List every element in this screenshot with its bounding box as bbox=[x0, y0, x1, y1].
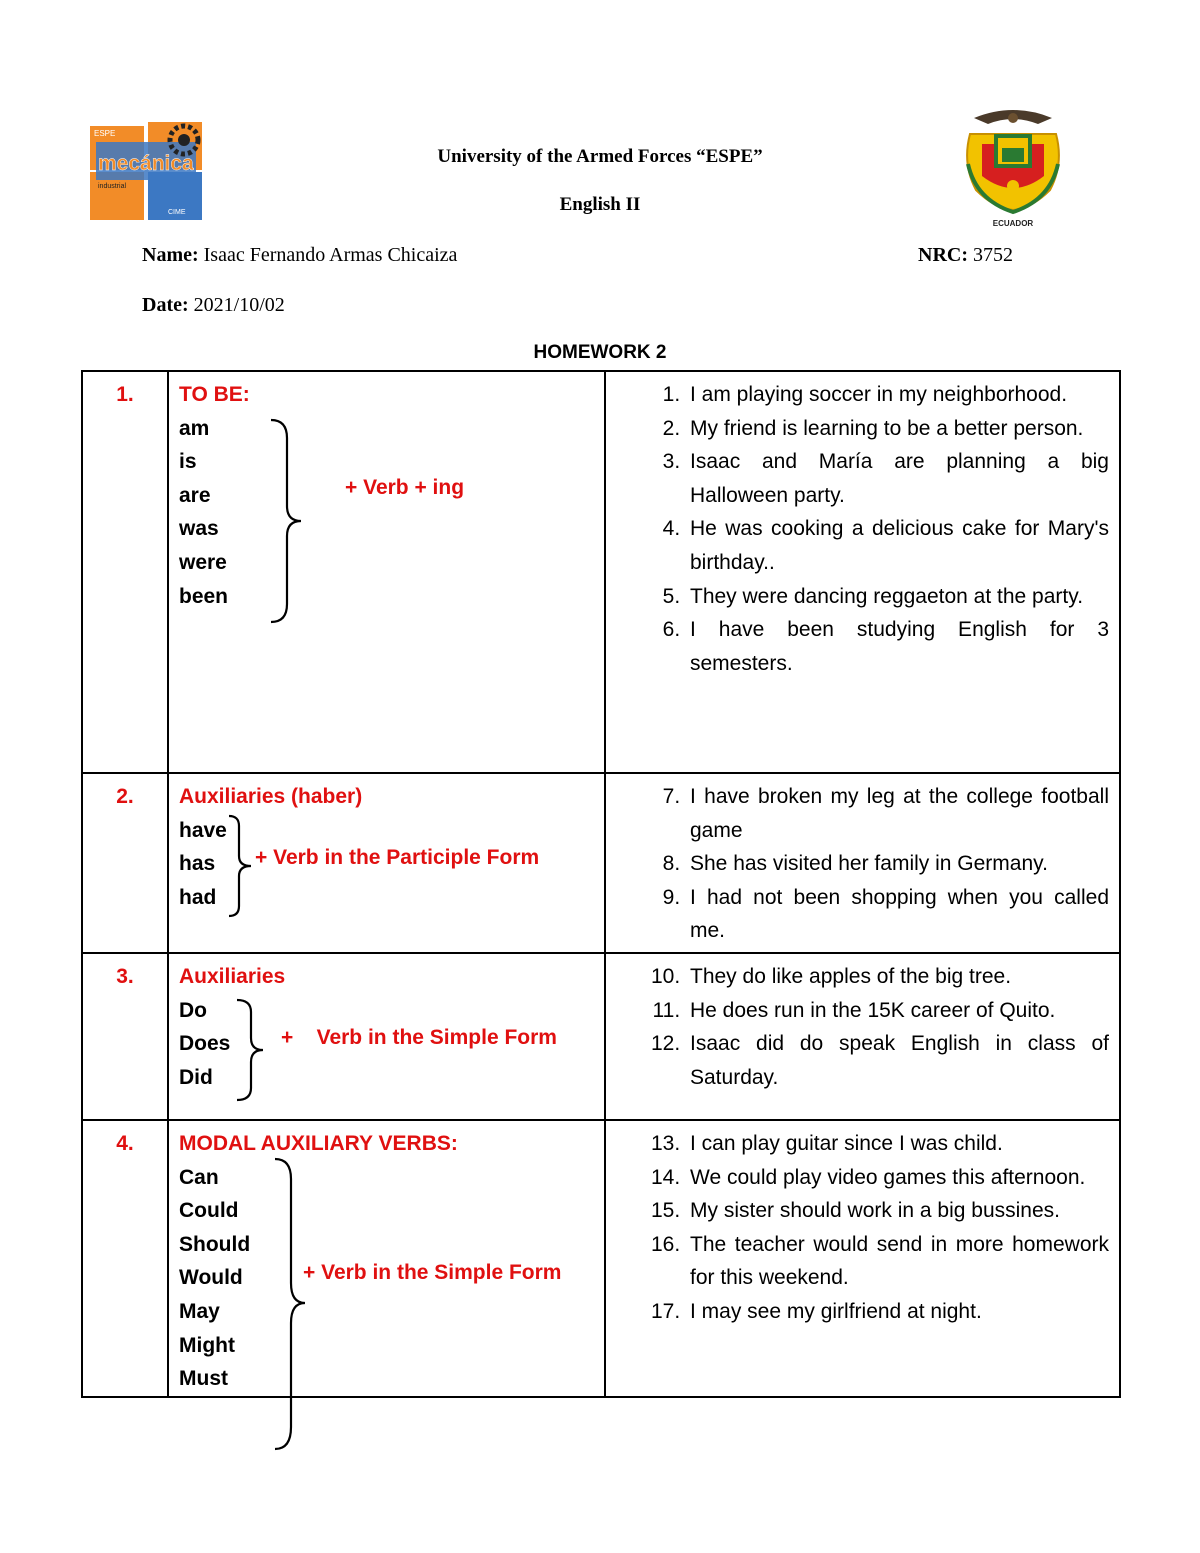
rule-word: Does bbox=[179, 1032, 231, 1056]
rule-word: was bbox=[179, 517, 219, 541]
nrc-value: 3752 bbox=[973, 244, 1013, 266]
example-sentence: 1. I am playing soccer in my neighborhood. bbox=[686, 378, 1109, 412]
homework-title: HOMEWORK 2 bbox=[533, 342, 667, 363]
example-sentence: 13. I can play guitar since I was child. bbox=[686, 1127, 1109, 1161]
name-value: Isaac Fernando Armas Chicaiza bbox=[203, 244, 458, 266]
logo-text-sub: industrial bbox=[98, 183, 127, 190]
rule-cell bbox=[168, 953, 605, 1120]
rule-formula: + Verb + ing bbox=[345, 476, 465, 499]
table-row bbox=[82, 953, 1120, 1120]
example-sentence: 9. I had not been shopping when you called me. bbox=[686, 881, 1109, 948]
example-sentence: 15. My sister should work in a big bussines. bbox=[686, 1194, 1109, 1228]
examples-cell bbox=[605, 773, 1120, 953]
curly-brace bbox=[271, 1157, 311, 1451]
section-number: 3. bbox=[82, 953, 168, 1120]
example-sentence: 17. I may see my girlfriend at night. bbox=[686, 1295, 1109, 1329]
curly-brace bbox=[227, 814, 257, 918]
rule-word: have bbox=[179, 818, 227, 842]
rule-word: Might bbox=[179, 1333, 235, 1357]
homework-table bbox=[81, 370, 1121, 1398]
nrc-field bbox=[918, 244, 1013, 267]
example-sentence: 6. I have been studying English for 3 semesters. bbox=[686, 613, 1109, 680]
examples-cell bbox=[605, 371, 1120, 773]
rule-word: has bbox=[179, 852, 216, 876]
example-sentence: 5. They were dancing reggaeton at the party. bbox=[686, 580, 1109, 614]
example-sentence: 16. The teacher would send in more homework for this weekend. bbox=[686, 1228, 1109, 1295]
rule-word: Could bbox=[179, 1199, 239, 1223]
rule-word: Should bbox=[179, 1232, 251, 1256]
rule-word: Can bbox=[179, 1165, 219, 1189]
rule-word: had bbox=[179, 885, 217, 909]
examples-cell bbox=[605, 1120, 1120, 1397]
date-value: 2021/10/02 bbox=[193, 294, 285, 316]
rule-word: May bbox=[179, 1299, 220, 1323]
rule-cell bbox=[168, 773, 605, 953]
crest-text: ECUADOR bbox=[992, 219, 1034, 228]
logo-text-corner: CIME bbox=[168, 209, 186, 216]
example-sentence: 2. My friend is learning to be a better person. bbox=[686, 412, 1109, 446]
rule-title: Auxiliaries bbox=[179, 964, 286, 988]
course-title: English II bbox=[559, 194, 641, 215]
university-title: University of the Armed Forces “ESPE” bbox=[437, 146, 763, 167]
curly-brace bbox=[235, 998, 267, 1102]
date-label: Date: bbox=[142, 294, 189, 316]
rule-word: been bbox=[179, 584, 229, 608]
date-field bbox=[142, 294, 285, 317]
section-number: 1. bbox=[82, 371, 168, 773]
section-number: 2. bbox=[82, 773, 168, 953]
student-name-field bbox=[142, 244, 457, 267]
example-sentence: 3. Isaac and María are planning a big Halloween party. bbox=[686, 445, 1109, 512]
rule-word: were bbox=[179, 550, 227, 574]
rule-word: are bbox=[179, 483, 211, 507]
rule-word: Did bbox=[179, 1065, 213, 1089]
espe-crest-logo bbox=[954, 104, 1072, 228]
rule-word: am bbox=[179, 416, 210, 440]
rule-title: MODAL AUXILIARY VERBS: bbox=[179, 1131, 458, 1155]
rule-word: Would bbox=[179, 1266, 243, 1290]
table-row bbox=[82, 371, 1120, 773]
rule-formula: + Verb in the Participle Form bbox=[255, 846, 540, 869]
logo-text-main: mecánica bbox=[98, 152, 194, 175]
rule-word: Must bbox=[179, 1367, 228, 1391]
rule-title: Auxiliaries (haber) bbox=[179, 785, 363, 808]
example-sentence: 12. Isaac did do speak English in class of Saturday. bbox=[686, 1027, 1109, 1094]
rule-title: TO BE: bbox=[179, 383, 250, 406]
rule-word: is bbox=[179, 450, 197, 474]
example-sentence: 7. I have broken my leg at the college football game bbox=[686, 780, 1109, 847]
example-sentence: 8. She has visited her family in Germany. bbox=[686, 847, 1109, 881]
mechanics-department-logo bbox=[88, 120, 206, 222]
examples-cell bbox=[605, 953, 1120, 1120]
rule-cell bbox=[168, 371, 605, 773]
rule-word: Do bbox=[179, 998, 207, 1022]
rule-cell bbox=[168, 1120, 605, 1397]
example-sentence: 4. He was cooking a delicious cake for Mary's birthday.. bbox=[686, 512, 1109, 579]
table-row bbox=[82, 1120, 1120, 1397]
rule-formula: + Verb in the Simple Form bbox=[303, 1260, 562, 1284]
section-number: 4. bbox=[82, 1120, 168, 1397]
example-sentence: 10. They do like apples of the big tree. bbox=[686, 960, 1109, 994]
curly-brace bbox=[267, 418, 307, 624]
nrc-label: NRC: bbox=[918, 244, 968, 266]
example-sentence: 11. He does run in the 15K career of Quito. bbox=[686, 994, 1109, 1028]
name-label: Name: bbox=[142, 244, 199, 266]
rule-formula: + Verb in the Simple Form bbox=[281, 1025, 557, 1049]
logo-text-top: ESPE bbox=[94, 129, 116, 138]
table-row bbox=[82, 773, 1120, 953]
example-sentence: 14. We could play video games this afternoon. bbox=[686, 1161, 1109, 1195]
